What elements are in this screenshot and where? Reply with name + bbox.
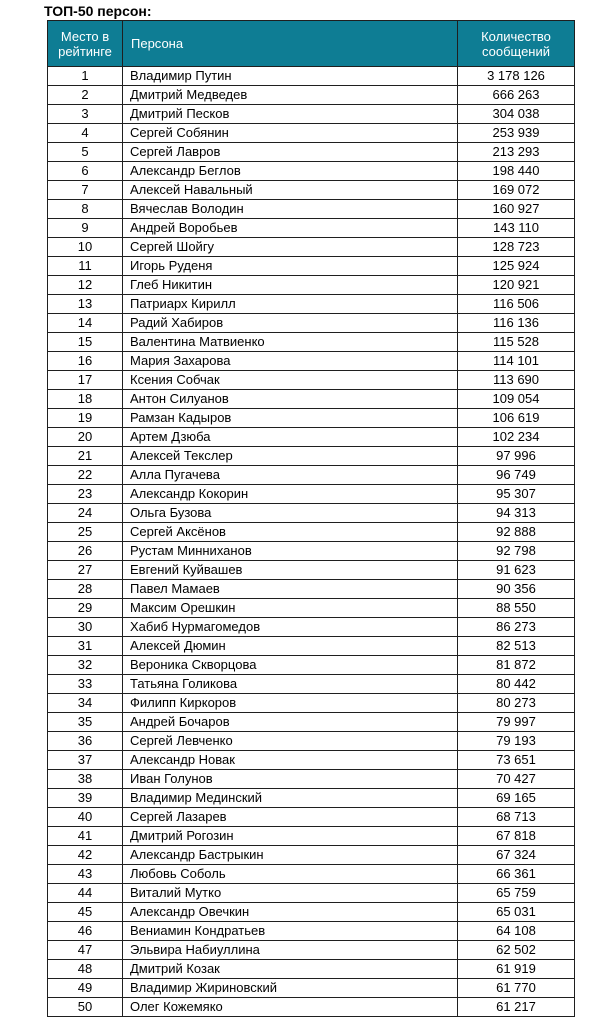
person-cell: Алексей Текслер <box>123 447 458 466</box>
table-row <box>48 143 575 162</box>
person-cell: Александр Овечкин <box>123 903 458 922</box>
count-cell: 97 996 <box>458 447 575 466</box>
person-cell: Владимир Жириновский <box>123 979 458 998</box>
rank-cell: 20 <box>48 428 123 447</box>
table-row <box>48 561 575 580</box>
count-cell: 92 888 <box>458 523 575 542</box>
person-cell: Евгений Куйвашев <box>123 561 458 580</box>
count-cell: 128 723 <box>458 238 575 257</box>
rank-cell: 1 <box>48 67 123 86</box>
person-cell: Олег Кожемяко <box>123 998 458 1017</box>
table-row <box>48 751 575 770</box>
rank-cell: 39 <box>48 789 123 808</box>
table-row <box>48 238 575 257</box>
rank-cell: 23 <box>48 485 123 504</box>
table-row <box>48 162 575 181</box>
count-cell: 86 273 <box>458 618 575 637</box>
table-row <box>48 371 575 390</box>
person-cell: Сергей Собянин <box>123 124 458 143</box>
rank-cell: 29 <box>48 599 123 618</box>
table-row <box>48 542 575 561</box>
person-cell: Александр Беглов <box>123 162 458 181</box>
rank-cell: 30 <box>48 618 123 637</box>
table-row <box>48 428 575 447</box>
rank-cell: 24 <box>48 504 123 523</box>
table-row <box>48 105 575 124</box>
person-cell: Алексей Навальный <box>123 181 458 200</box>
table-row <box>48 219 575 238</box>
table-row <box>48 314 575 333</box>
rank-cell: 25 <box>48 523 123 542</box>
table-row <box>48 295 575 314</box>
table-row <box>48 675 575 694</box>
rank-cell: 28 <box>48 580 123 599</box>
table-row <box>48 257 575 276</box>
table-row <box>48 903 575 922</box>
rank-cell: 11 <box>48 257 123 276</box>
rank-cell: 7 <box>48 181 123 200</box>
table-row <box>48 770 575 789</box>
person-cell: Александр Новак <box>123 751 458 770</box>
rank-cell: 45 <box>48 903 123 922</box>
count-cell: 66 361 <box>458 865 575 884</box>
person-cell: Сергей Левченко <box>123 732 458 751</box>
rank-cell: 35 <box>48 713 123 732</box>
rank-cell: 21 <box>48 447 123 466</box>
count-cell: 106 619 <box>458 409 575 428</box>
table-row <box>48 200 575 219</box>
count-cell: 61 919 <box>458 960 575 979</box>
person-cell: Эльвира Набиуллина <box>123 941 458 960</box>
rank-cell: 2 <box>48 86 123 105</box>
table-row <box>48 352 575 371</box>
rank-cell: 43 <box>48 865 123 884</box>
count-cell: 79 193 <box>458 732 575 751</box>
count-cell: 125 924 <box>458 257 575 276</box>
person-cell: Игорь Руденя <box>123 257 458 276</box>
table-row <box>48 485 575 504</box>
table-row <box>48 390 575 409</box>
count-cell: 304 038 <box>458 105 575 124</box>
count-cell: 198 440 <box>458 162 575 181</box>
count-cell: 90 356 <box>458 580 575 599</box>
person-cell: Дмитрий Рогозин <box>123 827 458 846</box>
rank-cell: 18 <box>48 390 123 409</box>
rank-cell: 37 <box>48 751 123 770</box>
person-cell: Максим Орешкин <box>123 599 458 618</box>
rank-cell: 5 <box>48 143 123 162</box>
rank-cell: 26 <box>48 542 123 561</box>
person-cell: Филипп Киркоров <box>123 694 458 713</box>
table-row <box>48 941 575 960</box>
table-row <box>48 960 575 979</box>
count-cell: 61 217 <box>458 998 575 1017</box>
table-row <box>48 466 575 485</box>
table-row <box>48 86 575 105</box>
rank-cell: 14 <box>48 314 123 333</box>
table-row <box>48 67 575 86</box>
count-cell: 80 442 <box>458 675 575 694</box>
count-cell: 68 713 <box>458 808 575 827</box>
rank-cell: 15 <box>48 333 123 352</box>
ranking-table <box>47 20 575 1017</box>
person-cell: Андрей Бочаров <box>123 713 458 732</box>
rank-cell: 40 <box>48 808 123 827</box>
count-cell: 73 651 <box>458 751 575 770</box>
rank-cell: 27 <box>48 561 123 580</box>
person-cell: Сергей Лавров <box>123 143 458 162</box>
table-row <box>48 884 575 903</box>
rank-cell: 49 <box>48 979 123 998</box>
person-cell: Вениамин Кондратьев <box>123 922 458 941</box>
count-cell: 81 872 <box>458 656 575 675</box>
count-cell: 79 997 <box>458 713 575 732</box>
table-row <box>48 447 575 466</box>
person-cell: Артем Дзюба <box>123 428 458 447</box>
rank-cell: 41 <box>48 827 123 846</box>
count-cell: 65 759 <box>458 884 575 903</box>
table-row <box>48 409 575 428</box>
rank-cell: 36 <box>48 732 123 751</box>
rank-cell: 3 <box>48 105 123 124</box>
table-row <box>48 580 575 599</box>
count-cell: 65 031 <box>458 903 575 922</box>
rank-cell: 9 <box>48 219 123 238</box>
person-cell: Алексей Дюмин <box>123 637 458 656</box>
count-cell: 116 506 <box>458 295 575 314</box>
table-row <box>48 276 575 295</box>
count-cell: 95 307 <box>458 485 575 504</box>
count-cell: 666 263 <box>458 86 575 105</box>
count-cell: 113 690 <box>458 371 575 390</box>
count-cell: 91 623 <box>458 561 575 580</box>
table-row <box>48 827 575 846</box>
count-cell: 143 110 <box>458 219 575 238</box>
rank-cell: 42 <box>48 846 123 865</box>
person-cell: Мария Захарова <box>123 352 458 371</box>
count-cell: 160 927 <box>458 200 575 219</box>
count-cell: 92 798 <box>458 542 575 561</box>
person-cell: Хабиб Нурмагомедов <box>123 618 458 637</box>
person-cell: Ольга Бузова <box>123 504 458 523</box>
person-cell: Алла Пугачева <box>123 466 458 485</box>
rank-cell: 12 <box>48 276 123 295</box>
table-header-row <box>48 21 575 67</box>
person-cell: Владимир Путин <box>123 67 458 86</box>
table-row <box>48 732 575 751</box>
page-title: ТОП-50 персон: <box>44 3 152 19</box>
table-row <box>48 656 575 675</box>
count-cell: 120 921 <box>458 276 575 295</box>
rank-cell: 50 <box>48 998 123 1017</box>
person-cell: Андрей Воробьев <box>123 219 458 238</box>
person-cell: Антон Силуанов <box>123 390 458 409</box>
count-cell: 115 528 <box>458 333 575 352</box>
person-cell: Дмитрий Песков <box>123 105 458 124</box>
count-cell: 62 502 <box>458 941 575 960</box>
count-cell: 253 939 <box>458 124 575 143</box>
person-cell: Александр Бастрыкин <box>123 846 458 865</box>
person-cell: Татьяна Голикова <box>123 675 458 694</box>
rank-cell: 34 <box>48 694 123 713</box>
rank-cell: 33 <box>48 675 123 694</box>
person-cell: Глеб Никитин <box>123 276 458 295</box>
table-row <box>48 713 575 732</box>
table-row <box>48 504 575 523</box>
person-cell: Рустам Минниханов <box>123 542 458 561</box>
rank-cell: 13 <box>48 295 123 314</box>
rank-cell: 17 <box>48 371 123 390</box>
rank-cell: 38 <box>48 770 123 789</box>
count-cell: 64 108 <box>458 922 575 941</box>
count-cell: 213 293 <box>458 143 575 162</box>
table-row <box>48 846 575 865</box>
person-cell: Дмитрий Козак <box>123 960 458 979</box>
rank-cell: 19 <box>48 409 123 428</box>
column-header-person: Персона <box>123 21 458 67</box>
count-cell: 169 072 <box>458 181 575 200</box>
table-row <box>48 922 575 941</box>
count-cell: 109 054 <box>458 390 575 409</box>
table-row <box>48 523 575 542</box>
table-row <box>48 333 575 352</box>
count-cell: 67 324 <box>458 846 575 865</box>
person-cell: Вячеслав Володин <box>123 200 458 219</box>
count-cell: 61 770 <box>458 979 575 998</box>
rank-cell: 48 <box>48 960 123 979</box>
table-row <box>48 808 575 827</box>
table-row <box>48 637 575 656</box>
count-cell: 82 513 <box>458 637 575 656</box>
rank-cell: 32 <box>48 656 123 675</box>
rank-cell: 44 <box>48 884 123 903</box>
count-cell: 102 234 <box>458 428 575 447</box>
rank-cell: 46 <box>48 922 123 941</box>
count-cell: 69 165 <box>458 789 575 808</box>
rank-cell: 6 <box>48 162 123 181</box>
count-cell: 114 101 <box>458 352 575 371</box>
count-cell: 94 313 <box>458 504 575 523</box>
count-cell: 116 136 <box>458 314 575 333</box>
person-cell: Иван Голунов <box>123 770 458 789</box>
table-row <box>48 694 575 713</box>
rank-cell: 10 <box>48 238 123 257</box>
person-cell: Сергей Шойгу <box>123 238 458 257</box>
person-cell: Любовь Соболь <box>123 865 458 884</box>
table-row <box>48 599 575 618</box>
count-cell: 96 749 <box>458 466 575 485</box>
table-row <box>48 979 575 998</box>
table-row <box>48 618 575 637</box>
person-cell: Виталий Мутко <box>123 884 458 903</box>
count-cell: 88 550 <box>458 599 575 618</box>
person-cell: Ксения Собчак <box>123 371 458 390</box>
person-cell: Сергей Аксёнов <box>123 523 458 542</box>
person-cell: Патриарх Кирилл <box>123 295 458 314</box>
person-cell: Радий Хабиров <box>123 314 458 333</box>
table-body <box>48 67 575 1017</box>
person-cell: Владимир Мединский <box>123 789 458 808</box>
count-cell: 67 818 <box>458 827 575 846</box>
person-cell: Александр Кокорин <box>123 485 458 504</box>
count-cell: 70 427 <box>458 770 575 789</box>
rank-cell: 4 <box>48 124 123 143</box>
rank-cell: 31 <box>48 637 123 656</box>
table-row <box>48 998 575 1017</box>
column-header-count: Количество сообщений <box>458 21 575 67</box>
rank-cell: 16 <box>48 352 123 371</box>
table-row <box>48 865 575 884</box>
rank-cell: 47 <box>48 941 123 960</box>
column-header-rank: Место в рейтинге <box>48 21 123 67</box>
rank-cell: 8 <box>48 200 123 219</box>
person-cell: Валентина Матвиенко <box>123 333 458 352</box>
person-cell: Павел Мамаев <box>123 580 458 599</box>
person-cell: Сергей Лазарев <box>123 808 458 827</box>
person-cell: Рамзан Кадыров <box>123 409 458 428</box>
person-cell: Дмитрий Медведев <box>123 86 458 105</box>
table-row <box>48 124 575 143</box>
count-cell: 80 273 <box>458 694 575 713</box>
count-cell: 3 178 126 <box>458 67 575 86</box>
rank-cell: 22 <box>48 466 123 485</box>
person-cell: Вероника Скворцова <box>123 656 458 675</box>
table-row <box>48 789 575 808</box>
table-row <box>48 181 575 200</box>
